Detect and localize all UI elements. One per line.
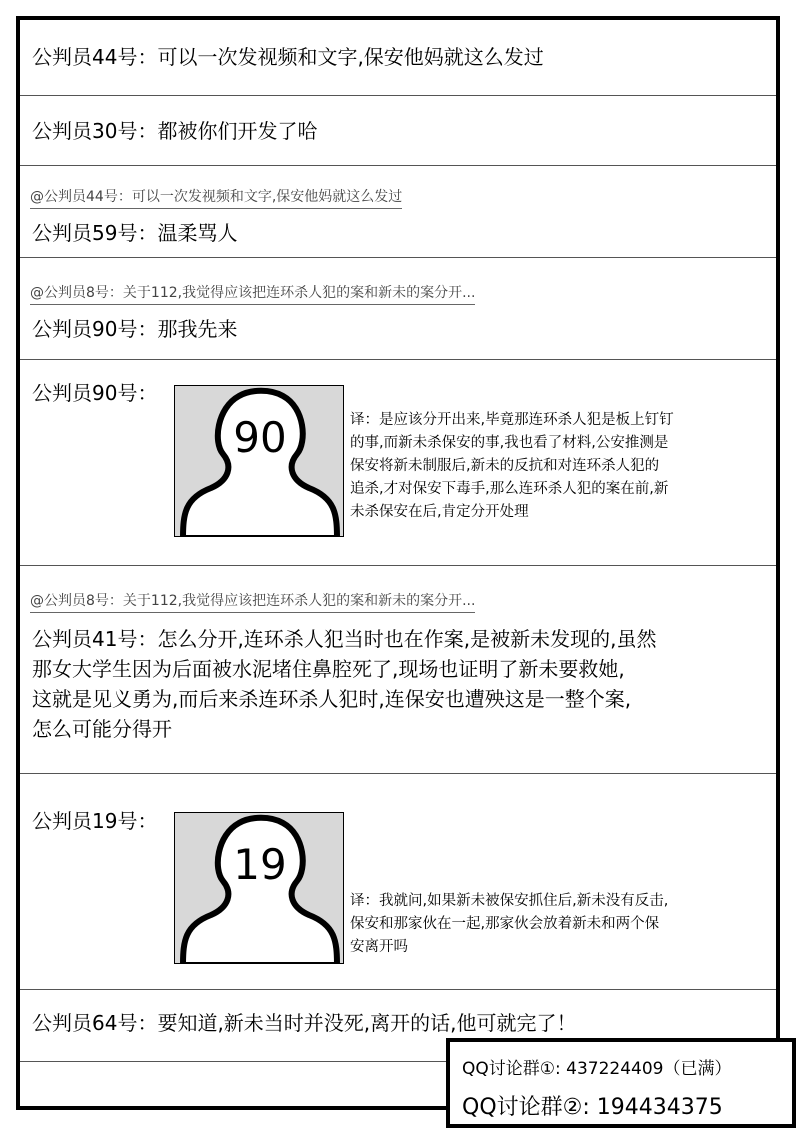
qq-group-2: QQ讨论群②: 194434375 [462,1095,723,1120]
list-item [20,96,776,166]
message-text: 公判员64号：要知道,新未当时并没死,离开的话,他可就完了！ [32,1011,577,1035]
message-text: 公判员30号：都被你们开发了哈 [32,119,318,143]
list-item [20,166,776,258]
list-item [20,360,776,566]
list-item [20,258,776,360]
avatar [174,385,344,537]
message-text: 公判员41号：怎么分开,连环杀人犯当时也在作案,是被新未发现的,虽然 那女大学生因为后面被水泥堵住鼻腔死了,现场也证明了新未要救她, 这就是见义勇为,而后来杀连环杀人犯时,连保安也遭殃这是一整个案, 怎么可能分得开 [32,627,657,741]
qq-group-box [446,1038,796,1128]
list-item [20,774,776,990]
quoted-reply: @公判员8号：关于112,我觉得应该把连环杀人犯的案和新未的案分开... [30,282,475,305]
list-item [20,566,776,774]
speaker-label: 公判员90号： [32,381,158,405]
person-silhouette-icon [175,813,344,964]
quoted-reply: @公判员8号：关于112,我觉得应该把连环杀人犯的案和新未的案分开... [30,590,475,613]
avatar-number: 90 [233,413,287,462]
translation-note: 译：我就问,如果新未被保安抓住后,新未没有反击, 保安和那家伙在一起,那家伙会放着新未和两个保 安离开吗 [350,893,669,955]
qq-group-1: QQ讨论群①: 437224409（已满） [462,1059,732,1079]
message-text: 公判员59号：温柔骂人 [32,221,238,245]
quoted-reply: @公判员44号：可以一次发视频和文字,保安他妈就这么发过 [30,186,402,209]
list-item [20,20,776,96]
person-silhouette-icon [175,386,344,537]
comic-panel-frame [16,16,780,1110]
translation-note: 译：是应该分开出来,毕竟那连环杀人犯是板上钉钉 的事,而新未杀保安的事,我也看了材料,公安推测是 保安将新未制服后,新未的反抗和对连环杀人犯的 追杀,才对保安下毒手,那么连环杀人犯的案在前,新 未杀保安在后,肯定分开处理 [350,412,674,520]
message-text: 公判员90号：那我先来 [32,317,238,341]
avatar-number: 19 [233,840,287,889]
avatar [174,812,344,964]
message-text: 公判员44号：可以一次发视频和文字,保安他妈就这么发过 [32,45,544,69]
speaker-label: 公判员19号： [32,809,158,833]
